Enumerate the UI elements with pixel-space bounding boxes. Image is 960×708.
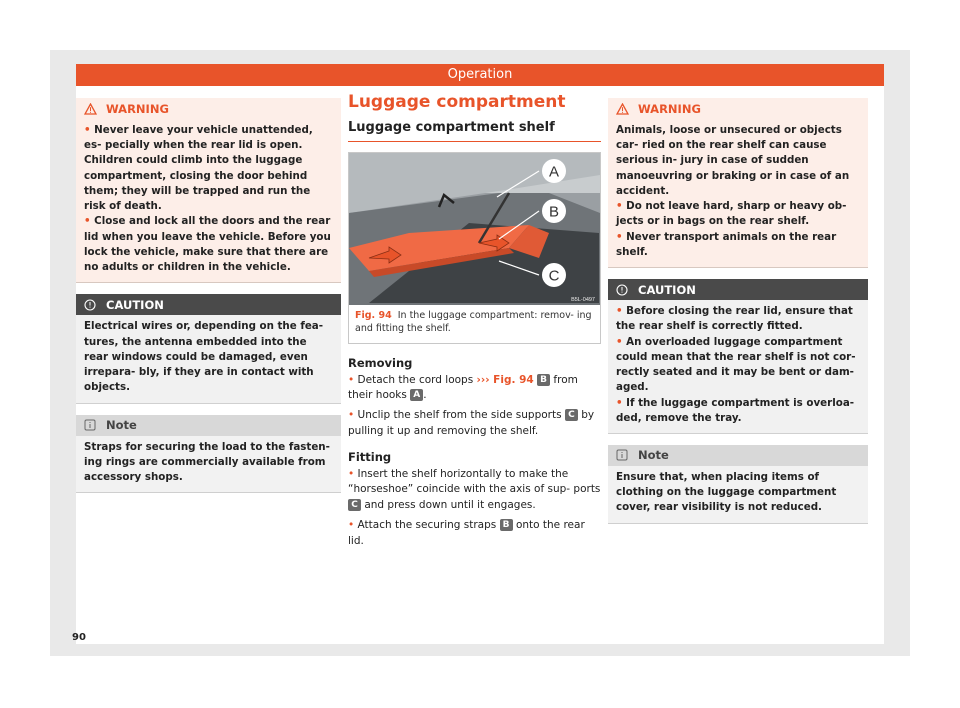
figure-caption — [349, 305, 600, 343]
caution-header — [76, 294, 341, 315]
letter-b: B — [500, 519, 513, 531]
note-box — [76, 415, 341, 494]
callout-c: C — [548, 267, 560, 285]
note-header — [608, 445, 868, 466]
removing-heading: Removing — [348, 355, 413, 370]
callout-a: A — [548, 163, 560, 181]
note-body: Straps for securing the load to the fasten- ing rings are commercially available from accessory shops. — [84, 440, 330, 483]
figure-label: Fig. 94 — [355, 310, 392, 321]
caution-item: • Before closing the rear lid, ensure that the rear shelf is correctly fitted. — [616, 304, 860, 334]
warning-body — [608, 119, 868, 267]
caution-circle-icon — [84, 299, 106, 311]
figure-code: B5L-0497 — [571, 297, 595, 303]
warning-title: WARNING — [638, 101, 701, 116]
caution-item: • If the luggage compartment is overloa- ded, remove the tray. — [616, 396, 860, 426]
caution-box — [608, 279, 868, 434]
warning-triangle-icon — [616, 103, 638, 115]
right-column — [608, 98, 868, 535]
subsection-title: Luggage compartment shelf — [348, 120, 601, 142]
fitting-step: • Attach the securing straps B onto the rear lid. — [348, 518, 601, 550]
caution-title: CAUTION — [638, 282, 696, 297]
warning-title: WARNING — [106, 101, 169, 116]
note-title: Note — [638, 448, 669, 463]
figure-caption-text: In the luggage compartment: remov- ing and fitting the shelf. — [355, 310, 592, 334]
manual-page — [72, 64, 884, 644]
figure — [348, 152, 601, 344]
figure-link[interactable]: ››› Fig. 94 — [476, 373, 534, 386]
page-number: 90 — [72, 632, 86, 643]
warning-intro: Animals, loose or unsecured or objects car- ried on the rear shelf can cause serious in- jury in case of sudden manoeuvring or braking or in case of an accident. — [616, 124, 850, 197]
warning-box — [608, 98, 868, 268]
section-header: Operation — [76, 64, 884, 86]
caution-title: CAUTION — [106, 297, 164, 312]
caution-box — [76, 294, 341, 403]
warning-item: • Close and lock all the doors and the rear lid when you leave the vehicle. Before you lock the vehicle, make sure that there are no adults or children in the vehicle. — [84, 214, 333, 275]
warning-header — [608, 98, 868, 119]
warning-body — [76, 119, 341, 282]
fitting-steps — [348, 467, 601, 550]
letter-c: C — [348, 499, 361, 511]
caution-body: Electrical wires or, depending on the fea- tures, the antenna embedded into the rear windows could be damaged, even irrepara- bly, if they are in contact with objects. — [84, 320, 324, 394]
page-background — [50, 50, 910, 656]
letter-b: B — [537, 374, 550, 386]
warning-header — [76, 98, 341, 119]
warning-item: • Never leave your vehicle unattended, es- pecially when the rear lid is open. Children could climb into the luggage compartment, closing the door behind them; they will be trapped and run the risk of death. — [84, 123, 333, 214]
removing-step: • Detach the cord loops ››› Fig. 94 B from their hooks A . — [348, 373, 601, 405]
letter-c: C — [565, 409, 578, 421]
middle-column — [348, 92, 601, 553]
luggage-shelf-illustration — [349, 153, 600, 305]
warning-triangle-icon — [84, 103, 106, 115]
warning-item: • Do not leave hard, sharp or heavy ob- jects or in bags on the rear shelf. — [616, 199, 860, 229]
caution-item: • An overloaded luggage compartment could mean that the rear shelf is not cor- rectly seated and it may be bent or dam- aged. — [616, 335, 860, 396]
warning-item: • Never transport animals on the rear shelf. — [616, 230, 860, 260]
left-column — [76, 98, 341, 504]
note-box — [608, 445, 868, 524]
caution-body — [608, 300, 868, 433]
caution-circle-icon — [616, 284, 638, 296]
fitting-heading: Fitting — [348, 449, 392, 464]
note-header — [76, 415, 341, 436]
warning-box — [76, 98, 341, 283]
note-body: Ensure that, when placing items of clothing on the luggage compartment cover, rear visibility is not reduced. — [616, 470, 837, 514]
letter-a: A — [410, 389, 423, 401]
note-title: Note — [106, 418, 137, 433]
section-title: Luggage compartment — [348, 92, 566, 112]
caution-header — [608, 279, 868, 300]
callout-b: B — [548, 203, 560, 221]
removing-steps — [348, 373, 601, 440]
info-icon — [616, 449, 638, 461]
fitting-step: • Insert the shelf horizontally to make the “horseshoe” coincide with the axis of sup- ports C and press down until it engages. — [348, 467, 601, 514]
removing-step: • Unclip the shelf from the side supports C by pulling it up and removing the shelf. — [348, 408, 601, 440]
info-icon — [84, 419, 106, 431]
